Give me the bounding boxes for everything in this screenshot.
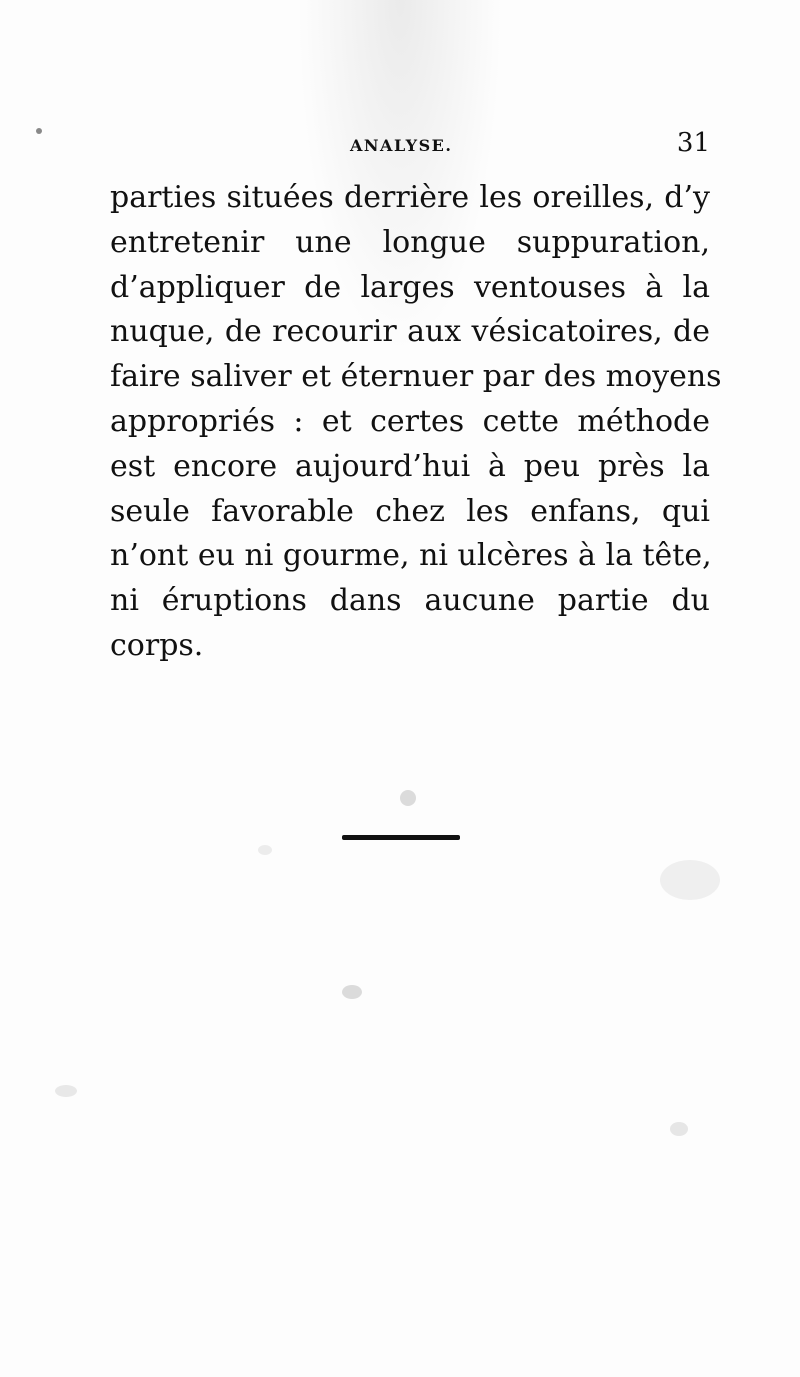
text-line: nuque, de recourir aux vésicatoires, de bbox=[110, 314, 710, 350]
paper-speck bbox=[400, 790, 416, 806]
paper-speck bbox=[36, 128, 42, 134]
text-line: d’appliquer de larges ventouses à la bbox=[110, 269, 710, 305]
paper-speck bbox=[670, 1122, 688, 1136]
text-line: est encore aujourd’hui à peu près la bbox=[110, 448, 710, 484]
paper-speck bbox=[660, 860, 720, 900]
text-line: entretenir une longue suppuration, bbox=[110, 224, 710, 260]
text-line: appropriés : et certes cette méthode bbox=[110, 403, 710, 439]
text-line: ni éruptions dans aucune partie du bbox=[110, 583, 710, 619]
text-line: corps. bbox=[110, 627, 204, 663]
page-number: 31 bbox=[676, 128, 710, 158]
text-line: n’ont eu ni gourme, ni ulcères à la tête, bbox=[110, 538, 712, 574]
paper-speck bbox=[55, 1085, 77, 1097]
running-head-title: ANALYSE. bbox=[350, 136, 453, 155]
end-rule bbox=[342, 835, 460, 840]
text-line: parties situées derrière les oreilles, d’y bbox=[110, 180, 710, 215]
paper-speck bbox=[342, 985, 362, 999]
running-head bbox=[110, 128, 710, 168]
text-line: faire saliver et éternuer par des moyens bbox=[110, 359, 722, 395]
text-line: seule favorable chez les enfans, qui bbox=[110, 493, 710, 529]
paper-speck bbox=[258, 845, 272, 855]
body-text bbox=[110, 176, 722, 669]
